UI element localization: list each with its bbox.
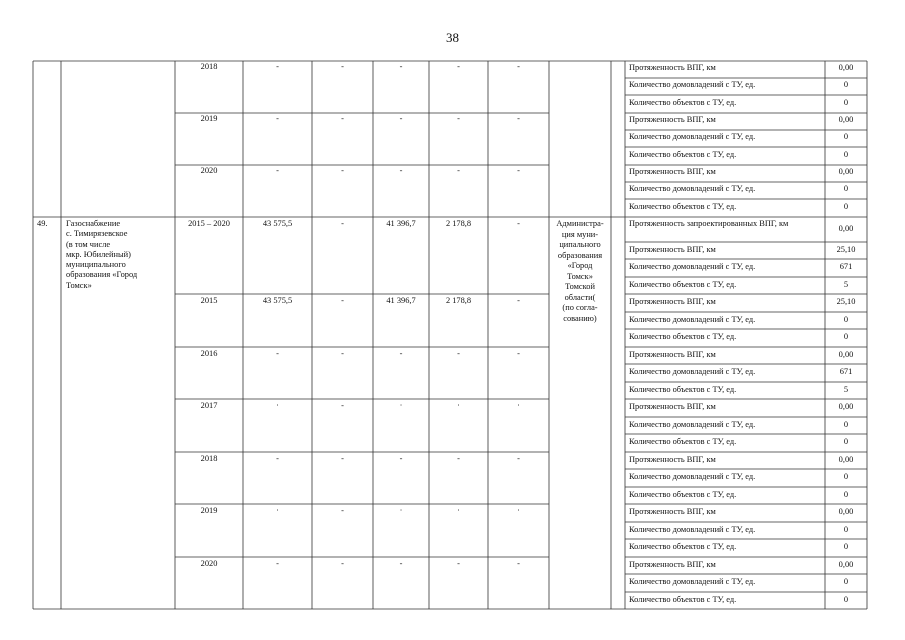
amount-cell: - [341, 506, 344, 515]
indicator-label: Протяженность ВПГ, км [629, 297, 716, 306]
indicator-label: Протяженность ВПГ, км [629, 455, 716, 464]
amount-cell: - [517, 296, 520, 305]
amount-cell: - [399, 62, 403, 71]
amount-cell: · [517, 506, 520, 515]
indicator-value: 0 [843, 315, 849, 324]
indicator-value: 0,00 [838, 115, 854, 124]
executor-line: (по согла- [562, 303, 598, 312]
indicator-label: Количество объектов с ТУ, ед. [629, 332, 737, 341]
indicator-label: Количество домовладений с ТУ, ед. [629, 577, 756, 586]
amount-cell: - [399, 454, 403, 463]
amount-cell: - [276, 166, 279, 175]
amount-cell: - [457, 559, 460, 568]
indicator-label: Количество объектов с ТУ, ед. [629, 595, 737, 604]
amount-cell: - [276, 559, 279, 568]
amount-cell: · [517, 401, 520, 410]
amount-cell: 43 575,5 [262, 296, 293, 305]
period-cell: 2015 – 2020 [188, 219, 230, 228]
amount-cell: 41 396,7 [386, 296, 416, 305]
indicator-value: 0 [843, 490, 849, 499]
amount-cell: - [517, 166, 520, 175]
indicator-label: Количество домовладений с ТУ, ед. [629, 315, 756, 324]
amount-cell: - [399, 349, 403, 358]
indicator-label: Протяженность ВПГ, км [629, 245, 716, 254]
indicator-value: 0,00 [838, 224, 854, 233]
indicator-label: Количество домовладений с ТУ, ед. [629, 367, 756, 376]
amount-cell: - [341, 296, 344, 305]
amount-cell: 2 178,8 [445, 296, 472, 305]
amount-cell: - [399, 559, 403, 568]
indicator-label: Количество объектов с ТУ, ед. [629, 437, 737, 446]
amount-cell: 41 396,7 [386, 219, 416, 228]
amount-cell: - [517, 559, 520, 568]
amount-cell: · [399, 401, 403, 410]
amount-cell: - [341, 559, 344, 568]
indicator-label: Протяженность ВПГ, км [629, 115, 716, 124]
amount-cell: · [457, 506, 460, 515]
indicator-label: Протяженность ВПГ, км [629, 402, 716, 411]
executor-line: Томской [565, 282, 595, 291]
indicator-label: Протяженность ВПГ, км [629, 63, 716, 72]
indicator-label: Количество домовладений с ТУ, ед. [629, 420, 756, 429]
item-name-line: с. Тимирязевское [66, 229, 128, 238]
year-cell: 2018 [200, 62, 218, 71]
amount-cell: - [457, 62, 460, 71]
indicator-label: Количество объектов с ТУ, ед. [629, 150, 737, 159]
indicator-label: Количество домовладений с ТУ, ед. [629, 184, 756, 193]
amount-cell: - [276, 62, 279, 71]
year-cell: 2019 [200, 506, 218, 515]
indicator-label: Количество объектов с ТУ, ед. [629, 98, 737, 107]
amount-cell: - [341, 349, 344, 358]
item-name-line: мкр. Юбилейный) [66, 249, 131, 259]
indicator-value: 0 [843, 98, 849, 107]
item-name-line: (в том числе [66, 239, 111, 249]
indicator-label: Протяженность ВПГ, км [629, 560, 716, 569]
executor-line: области( [564, 292, 596, 302]
indicator-value: 0 [843, 577, 849, 586]
amount-cell: · [457, 401, 460, 410]
amount-cell: - [517, 349, 520, 358]
indicator-value: 25,10 [836, 297, 856, 306]
indicator-label: Количество домовладений с ТУ, ед. [629, 262, 756, 271]
executor-line: Томск» [567, 271, 593, 281]
indicator-value: 0,00 [838, 455, 854, 464]
indicator-value: 0 [843, 132, 849, 141]
year-cell: 2020 [200, 166, 218, 175]
indicator-value: 0,00 [838, 167, 854, 176]
indicator-label: Количество объектов с ТУ, ед. [629, 542, 737, 551]
indicator-value: 0 [843, 332, 849, 341]
indicator-value: 0,00 [838, 560, 854, 569]
indicator-value: 0 [843, 150, 849, 159]
indicator-value: 0,00 [838, 402, 854, 411]
amount-cell: - [341, 62, 344, 71]
year-cell: 2016 [200, 349, 218, 358]
amount-cell: - [457, 349, 460, 358]
indicator-label: Количество объектов с ТУ, ед. [629, 490, 737, 499]
indicator-value: 0 [843, 184, 849, 193]
indicator-value: 5 [843, 385, 849, 394]
indicator-value: 0 [843, 525, 849, 534]
indicator-label: Количество домовладений с ТУ, ед. [629, 472, 756, 481]
indicator-value: 0 [843, 80, 849, 89]
indicator-label: Количество домовладений с ТУ, ед. [629, 80, 756, 89]
indicator-value: 5 [843, 280, 849, 289]
amount-cell: - [276, 349, 279, 358]
indicator-value: 0 [843, 202, 849, 211]
indicator-value: 671 [839, 262, 853, 271]
amount-cell: - [276, 114, 279, 123]
amount-cell: - [517, 62, 520, 71]
indicator-label: Количество домовладений с ТУ, ед. [629, 132, 756, 141]
page-number: 38 [446, 30, 459, 45]
amount-cell: - [341, 401, 344, 410]
indicator-value: 0,00 [838, 63, 854, 72]
amount-cell: - [341, 454, 344, 463]
amount-cell: - [457, 166, 460, 175]
item-name-line: образования «Город [66, 270, 138, 279]
year-cell: 2019 [200, 114, 218, 123]
amount-cell: - [517, 219, 520, 228]
amount-cell: - [457, 114, 460, 123]
indicator-value: 671 [839, 367, 853, 376]
indicator-value: 0 [843, 542, 849, 551]
indicator-label: Количество объектов с ТУ, ед. [629, 385, 737, 394]
executor-line: Администра- [556, 219, 604, 228]
executor-line: ция муни- [561, 229, 599, 239]
amount-cell: · [276, 506, 279, 515]
indicator-label: Количество домовладений с ТУ, ед. [629, 525, 756, 534]
item-name-line: Томск» [66, 280, 92, 290]
amount-cell: - [399, 114, 403, 123]
amount-cell: - [399, 166, 403, 175]
year-cell: 2018 [200, 454, 218, 463]
indicator-value: 0,00 [838, 350, 854, 359]
year-cell: 2020 [200, 559, 218, 568]
indicator-label: Протяженность запроектированных ВПГ, км [629, 219, 789, 228]
indicator-label: Количество объектов с ТУ, ед. [629, 202, 737, 211]
year-cell: 2017 [200, 401, 218, 410]
amount-cell: - [457, 454, 460, 463]
amount-cell: · [276, 401, 279, 410]
amount-cell: - [341, 114, 344, 123]
executor-line: сованию) [563, 313, 597, 323]
year-cell: 2015 [200, 296, 218, 305]
indicator-value: 0 [843, 595, 849, 604]
executor-line: образования [557, 250, 603, 260]
amount-cell: - [517, 454, 520, 463]
amount-cell: 2 178,8 [445, 219, 472, 228]
indicator-value: 0 [843, 437, 849, 446]
amount-cell: 43 575,5 [262, 219, 293, 228]
amount-cell: - [517, 114, 520, 123]
item-name-line: муниципального [66, 260, 126, 269]
indicator-value: 25,10 [836, 245, 856, 254]
amount-cell: - [341, 219, 344, 228]
indicator-label: Протяженность ВПГ, км [629, 167, 716, 176]
indicator-label: Количество объектов с ТУ, ед. [629, 280, 737, 289]
executor-line: ципального [559, 240, 601, 249]
indicator-value: 0 [843, 420, 849, 429]
amount-cell: - [341, 166, 344, 175]
amount-cell: · [399, 506, 403, 515]
indicator-label: Протяженность ВПГ, км [629, 507, 716, 516]
indicator-value: 0 [843, 472, 849, 481]
indicator-value: 0,00 [838, 507, 854, 516]
indicator-label: Протяженность ВПГ, км [629, 350, 716, 359]
executor-line: «Город [567, 261, 593, 270]
amount-cell: - [276, 454, 279, 463]
item-number: 49. [37, 219, 48, 228]
item-name-line: Газоснабжение [66, 219, 121, 228]
